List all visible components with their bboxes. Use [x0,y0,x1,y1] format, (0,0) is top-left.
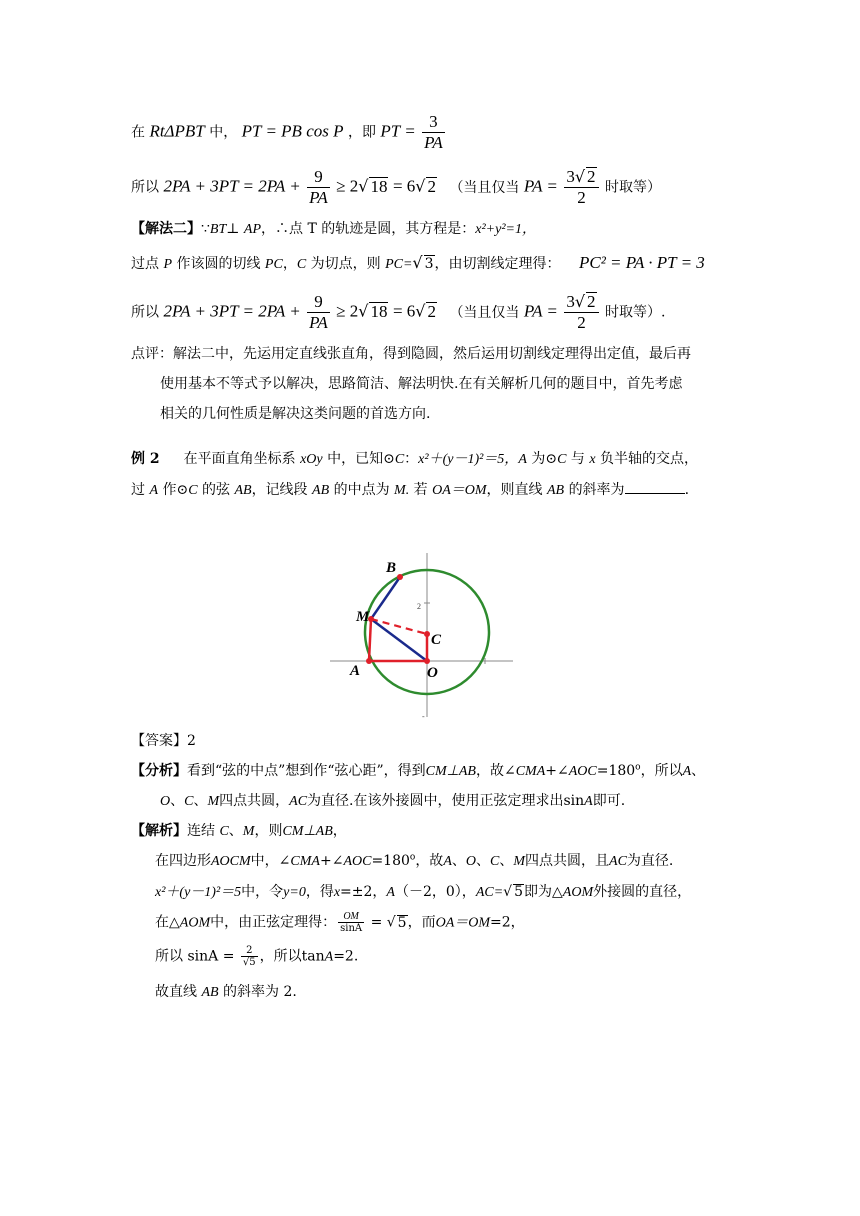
text: 看到“弦的中点”想到作“弦心距”，得到 [187,763,426,779]
radicand: 5 [514,884,523,900]
math: M [242,824,255,839]
math: OA＝OM [435,915,491,931]
radicand: 18 [370,176,388,196]
radicand: 2 [427,176,436,196]
math: A [443,854,452,869]
radicand: 5 [397,914,407,931]
math: AC [289,794,308,809]
text: 中，由正弦定理得： [210,914,337,931]
sqrt-icon: √ [415,176,426,196]
degree: o [635,762,641,773]
text: 所以 [155,948,183,965]
math-pa: PA = [523,176,558,196]
math: OA＝OM [432,483,487,498]
math: BT [209,222,227,237]
frac-den: sinA [340,923,363,934]
sqrt-icon: √ [574,292,586,311]
sol1-line1 [131,112,447,153]
degree: o [409,852,416,863]
text: =2， [490,914,525,931]
text: =2. [333,948,359,965]
solution-line4 [155,911,525,934]
text: ，故 [415,853,444,869]
text: 中，∠ [250,853,291,869]
text: +∠ [319,853,344,869]
text: 的斜率为 2. [223,984,297,1000]
sol2-line3 [131,219,536,240]
math: C [490,854,500,869]
text: ，即 [347,124,376,141]
text: 的弦 [202,482,230,498]
math: AB [312,483,330,498]
math: C [184,794,194,809]
text: （－2，0）， [394,884,476,900]
text: 在 [131,124,145,141]
math: x²+y²=1， [475,222,536,237]
text: 中，令 [241,884,284,900]
text: ，故∠ [475,763,516,779]
comment-line3: 相关的几何性质是解决这类问题的首选方向. [160,406,431,422]
frac-num: 9 [307,167,330,188]
math: x²＋(y－1)²＝5 [155,885,242,900]
solution-line1 [131,821,347,842]
text: 、 [228,823,243,839]
text: ，则 [254,823,283,839]
text: 时取等）. [605,304,666,321]
text: 若 [413,482,428,498]
math: AB [201,985,219,1000]
segment-am [369,619,371,661]
math-ge: ≥ 2 [336,176,359,196]
math: C [219,824,229,839]
tick-label-neg2: - [422,712,425,720]
point-a [366,658,372,664]
math: C [394,452,405,467]
math: AC= [475,885,504,900]
sol2-line5 [131,292,665,333]
frac-den: 2 [577,188,586,207]
text: . [684,482,690,498]
radicand: 18 [370,301,388,321]
text: 过 [131,482,145,498]
text: 、 [193,793,208,809]
text: 、 [451,853,466,869]
text: +∠ [545,763,569,779]
math: AOC [343,854,372,869]
math: AOCM [211,854,251,869]
math: M. [394,483,410,498]
text: ∵ [201,221,210,237]
text: 外接圆的直径， [593,884,692,900]
text: （当且仅当 [449,304,520,321]
example2-line2 [131,479,689,501]
math: O [160,794,171,809]
math: A [584,794,593,809]
math: PC [264,257,283,272]
frac-num: 9 [307,292,330,313]
comment-line2: 使用基本不等式予以解决，思路简洁、解法明快.在有关解析几何的题目中，首先考虑 [160,376,683,392]
math: A [324,949,334,965]
text: 即为△ [524,884,563,900]
math: sinA = [187,948,235,965]
text: =180 [371,853,410,869]
math: CMA [515,764,546,779]
frac-den: PA [424,133,443,152]
math: CMA [290,854,320,869]
label-o: O [427,665,438,681]
sol1-line2 [131,167,661,208]
text: 为直径. [626,853,674,869]
analysis-line1 [131,761,705,782]
frac-den: PA [309,188,328,207]
text: ， [332,823,347,839]
fraction-3r2-over-2 [564,292,598,333]
math-eq: = 6 [392,301,416,321]
segment-mo [371,619,427,661]
text: 作该圆的切线 [176,256,261,272]
text: ，则直线 [486,482,543,498]
text: ⊥ [226,221,240,237]
math: CM⊥AB [282,824,333,839]
text: 、 [170,793,185,809]
frac-num: 3 [566,292,575,311]
text: 故直线 [155,984,197,1000]
sqrt-icon: √ [386,914,396,931]
text: 、 [476,853,490,869]
text: ，由切割线定理得： [434,256,561,272]
math: AC [609,854,627,869]
label-a: A [350,663,361,679]
fraction-3-over-pa [422,112,445,153]
math: AOM [562,885,594,900]
math: A [386,885,395,900]
section-head: 【解析】 [131,823,187,839]
sqrt-icon: √ [358,176,369,196]
text: 作⊙ [162,482,189,498]
math: xOy [300,452,323,467]
frac-num: 2 [241,945,258,957]
math: AB [547,483,565,498]
frac-num: 3 [566,167,575,186]
radicand: 2 [427,301,436,321]
text: 在平面直角坐标系 [183,451,296,467]
answer-line: 【答案】2 [131,733,196,749]
text: 的斜率为 [568,482,625,498]
answer-blank[interactable] [625,479,685,494]
math: x [333,885,341,900]
math: A [682,764,692,779]
example2-line1 [131,449,698,470]
sqrt-icon: √ [574,167,586,186]
text: 为直径.在该外接圆中，使用正弦定理求出 [307,793,564,809]
text: 连结 [187,823,215,839]
text: =180 [596,763,636,779]
fraction-om-over-sina [338,911,364,934]
comment-line1: 点评：解法二中，先运用定直线张直角，得到隐圆，然后运用切割线定理得出定值，最后再 [131,346,691,362]
fraction-2-over-sqrt5 [241,945,258,968]
math: A [518,452,527,467]
radicand: 2 [587,167,596,186]
text: 四点共圆，且 [525,853,610,869]
text: ，记线段 [251,482,308,498]
math: C [296,257,307,272]
math: PC= [385,257,413,272]
frac-den: 2 [577,313,586,332]
text: 、 [499,853,514,869]
math-lhs: 2PA + 3PT = 2PA + [163,301,301,321]
text: 即可. [592,793,626,809]
solution-line2 [155,851,673,872]
text: （当且仅当 [449,179,520,196]
math: AP [243,222,261,237]
label-c: C [431,632,442,648]
math: CM⊥AB [425,764,476,779]
text: 在△ [155,914,180,931]
text: ，∴点 T 的轨迹是圆，其方程是： [261,221,476,237]
math-pa: PA = [523,301,558,321]
text: ，得 [305,884,334,900]
frac-den: √5 [242,957,256,968]
math-pt-equation: PT = PB cos P [241,121,344,141]
text: 负半轴的交点， [599,451,698,467]
math: P [163,257,173,272]
sqrt-icon: √ [503,884,513,900]
text: 所以 [131,179,159,196]
text: 在四边形 [155,853,211,869]
text: =±2， [340,884,387,900]
math-eq: = 6 [392,176,416,196]
label-b: B [386,560,397,576]
frac-den: PA [309,313,328,332]
text: 所以 [131,304,159,321]
geometry-figure [325,545,520,720]
text: 的中点为 [333,482,390,498]
math-ge: ≥ 2 [336,301,359,321]
sol2-line4 [131,251,705,277]
fraction-9-over-pa [307,167,330,208]
section-head: 【分析】 [131,763,187,779]
point-o [424,658,430,664]
math-pt: PT = [380,121,416,141]
sqrt-icon: √ [415,301,426,321]
math: C [557,452,567,467]
text: ， [282,256,297,272]
math: sin [563,793,585,809]
text: 时取等） [605,179,661,196]
fraction-9-over-pa [307,292,330,333]
text: 、 [691,763,706,779]
math: AB [234,483,252,498]
math: AOM [179,915,211,931]
radicand: 3 [424,256,434,272]
text: ，所以 [259,948,302,965]
text: 为切点，则 [310,256,381,272]
label-m: M [356,609,370,625]
math: AOC [568,764,597,779]
point-c [424,631,430,637]
math: C [188,483,198,498]
math-rt-triangle: RtΔPBT [149,121,205,141]
text: 过点 [131,256,159,272]
math-circle-equation: x²＋(y－1)²＝5， [418,452,519,467]
point-b [397,574,403,580]
solution-line5 [155,945,358,968]
sqrt-icon: √ [412,253,423,272]
math: A [149,483,159,498]
math: x [589,452,596,467]
text: ，而 [407,914,436,931]
math: M [207,794,220,809]
frac-num: 3 [422,112,445,133]
math: M [513,854,526,869]
math: = [370,914,383,931]
tick-label-2: 2 [417,602,421,611]
sqrt-icon: √ [358,301,369,321]
text: 中，已知⊙ [327,451,395,467]
text: 四点共圆， [219,793,290,809]
radicand: 2 [587,292,596,311]
frac-num: OM [338,911,364,923]
section-head: 【解法二】 [131,221,201,237]
solution-line6 [155,982,297,1003]
solution-line3 [155,882,691,903]
text: ，所以 [640,763,683,779]
text: ： [404,451,419,467]
math: O [465,854,476,869]
text: 中， [209,124,238,141]
analysis-line2 [160,791,625,812]
example-label: 例 2 [131,451,160,467]
math-secant-tangent: PC² = PA · PT = 3 [578,253,705,272]
fraction-3r2-over-2 [564,167,598,208]
math: y=0 [283,885,306,900]
text: 与 [570,451,585,467]
math: tan [301,948,325,965]
text: 为⊙ [531,451,558,467]
math-lhs: 2PA + 3PT = 2PA + [163,176,301,196]
